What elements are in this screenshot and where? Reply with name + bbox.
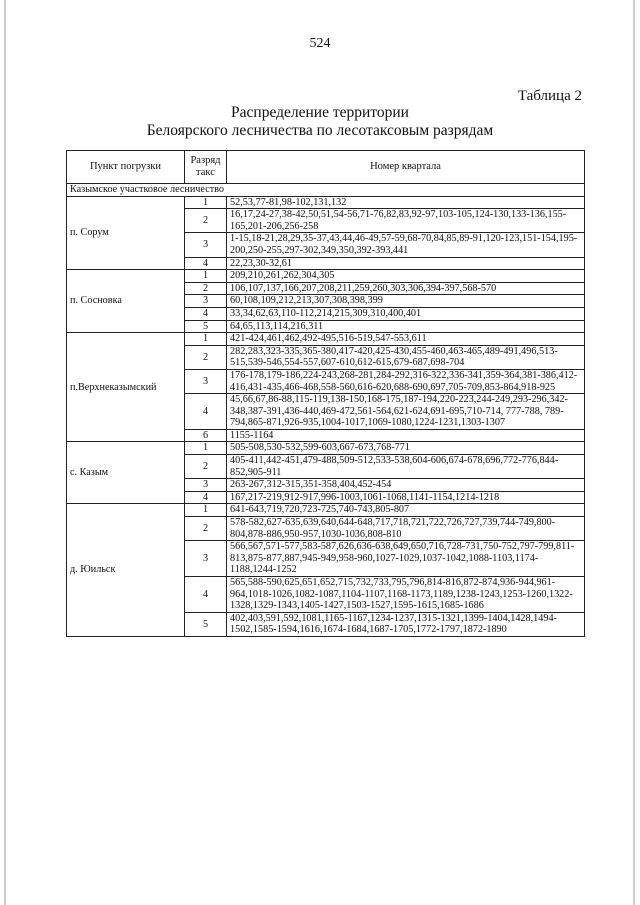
rank-cell: 4 [185, 491, 227, 504]
rank-cell: 4 [185, 307, 227, 320]
page-number: 524 [309, 36, 331, 51]
rank-cell: 3 [185, 233, 227, 257]
rank-cell: 3 [185, 479, 227, 492]
rank-cell: 4 [185, 394, 227, 430]
table-body [67, 184, 585, 637]
quarter-numbers-cell: 52,53,77-81,98-102,131,132 [227, 196, 585, 209]
quarter-numbers-cell: 505-508,530-532,599-603,667-673,768-771 [227, 442, 585, 455]
quarter-numbers-cell: 16,17,24-27,38-42,50,51,54-56,71-76,82,83,92-97,103-105,124-130,133-136,155-165,201-206,256-258 [227, 209, 585, 233]
quarter-numbers-cell: 60,108,109,212,213,307,308,398,399 [227, 295, 585, 308]
rank-cell: 6 [185, 429, 227, 442]
loading-point-cell: п. Сорум [67, 196, 185, 270]
rank-cell: 5 [185, 320, 227, 333]
table-row [67, 504, 585, 517]
quarter-numbers-cell: 421-424,461,462,492-495,516-519,547-553,611 [227, 333, 585, 346]
quarter-numbers-cell: 641-643,719,720,723-725,740-743,805-807 [227, 504, 585, 517]
rank-cell: 2 [185, 282, 227, 295]
header-rank: Разряд такс [185, 151, 227, 184]
loading-point-cell: с. Казым [67, 442, 185, 504]
table-row [67, 442, 585, 455]
table-row [67, 270, 585, 283]
section-row [67, 184, 585, 197]
quarter-numbers-cell: 176-178,179-186,224-243,268-281,284-292,316-322,336-341,359-364,381-386,412-416,431-435,466-468,558-560,616-620,688-690,697,705-709,853-864,918-925 [227, 369, 585, 393]
rank-cell: 1 [185, 333, 227, 346]
rank-cell: 2 [185, 455, 227, 479]
rank-cell: 3 [185, 295, 227, 308]
rank-cell: 1 [185, 442, 227, 455]
quarter-numbers-cell: 263-267,312-315,351-358,404,452-454 [227, 479, 585, 492]
quarter-numbers-cell: 1-15,18-21,28,29,35-37,43,44,46-49,57-59,68-70,84,85,89-91,120-123,151-154,195-200,250-255,297-302,349,350,392-393,441 [227, 233, 585, 257]
table-header-row [67, 151, 585, 184]
quarter-numbers-cell: 22,23,30-32,61 [227, 257, 585, 270]
quarter-numbers-cell: 64,65,113,114,216,311 [227, 320, 585, 333]
rank-cell: 4 [185, 577, 227, 613]
header-point: Пункт погрузки [67, 151, 185, 184]
table-label: Таблица 2 [517, 88, 582, 104]
quarter-numbers-cell: 209,210,261,262,304,305 [227, 270, 585, 283]
rank-cell: 1 [185, 504, 227, 517]
loading-point-cell: п.Верхнеказымский [67, 333, 185, 442]
title-line-2: Белоярского лесничества по лесотаксовым разрядам [146, 122, 494, 139]
loading-point-cell: п. Сосновка [67, 270, 185, 333]
quarter-numbers-cell: 578-582,627-635,639,640,644-648,717,718,721,722,726,727,739,744-749,800-804,878-886,950-957,1030-1036,808-810 [227, 517, 585, 541]
quarter-numbers-cell: 106,107,137,166,207,208,211,259,260,303,306,394-397,568-570 [227, 282, 585, 295]
quarter-numbers-cell: 33,34,62,63,110-112,214,215,309,310,400,401 [227, 307, 585, 320]
quarter-numbers-cell: 282,283,323-335,365-380,417-420,425-430,455-460,463-465,489-491,496,513-515,539-546,554-557,607-610,612-615,679-687,698-704 [227, 345, 585, 369]
quarter-numbers-cell: 405-411,442-451,479-488,509-512,533-538,604-606,674-678,696,772-776,844-852,905-911 [227, 455, 585, 479]
rank-cell: 1 [185, 196, 227, 209]
loading-point-cell: д. Юильск [67, 504, 185, 637]
document-title [0, 104, 640, 140]
rank-cell: 2 [185, 345, 227, 369]
table-row [67, 333, 585, 346]
rank-cell: 1 [185, 270, 227, 283]
rank-cell: 2 [185, 517, 227, 541]
header-quarter: Номер квартала [227, 151, 585, 184]
quarter-numbers-cell: 45,66,67,86-88,115-119,138-150,168-175,187-194,220-223,244-249,293-296,342-348,387-391,436-440,469-472,561-564,621-624,691-695,710-714, 777-788, 789-794,865-871,926-935,1004-1017,1069-1080,1224-1231,1303-1307 [227, 394, 585, 430]
title-line-1: Распределение территории [231, 104, 409, 121]
distribution-table [66, 150, 585, 637]
rank-cell: 3 [185, 369, 227, 393]
rank-cell: 2 [185, 209, 227, 233]
rank-cell: 5 [185, 612, 227, 636]
quarter-numbers-cell: 1155-1164 [227, 429, 585, 442]
quarter-numbers-cell: 565,588-590,625,651,652,715,732,733,795,796,814-816,872-874,936-944,961-964,1018-1026,1082-1087,1104-1107,1168-1173,1189,1238-1243,1253-1260,1322-1328,1329-1343,1405-1427,1503-1527,1595-1615,1685-1686 [227, 577, 585, 613]
rank-cell: 4 [185, 257, 227, 270]
table-row [67, 196, 585, 209]
quarter-numbers-cell: 566,567,571-577,583-587,626,636-638,649,650,716,728-731,750-752,797-799,811-813,875-877,887,945-949,958-960,1027-1029,1037-1042,1088-1103,1174-1188,1244-1252 [227, 541, 585, 577]
quarter-numbers-cell: 402,403,591,592,1081,1165-1167,1234-1237,1315-1321,1399-1404,1428,1494-1502,1585-1594,1616,1674-1684,1687-1705,1772-1797,1872-1890 [227, 612, 585, 636]
rank-cell: 3 [185, 541, 227, 577]
section-label: Казымское участковое лесничество [67, 184, 585, 197]
quarter-numbers-cell: 167,217-219,912-917,996-1003,1061-1068,1141-1154,1214-1218 [227, 491, 585, 504]
